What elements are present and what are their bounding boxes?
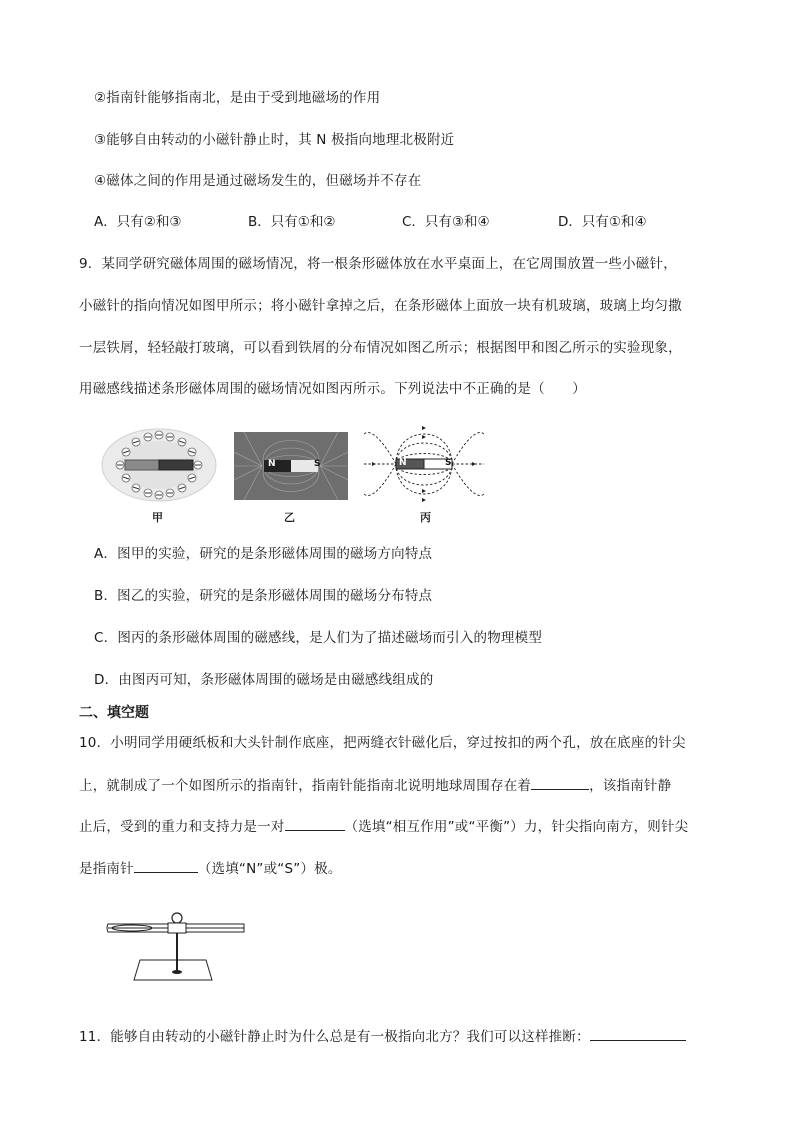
figure-yi-label: 乙: [284, 511, 295, 524]
q10-line-2: [79, 775, 671, 796]
q8-option-c: C．只有③和④: [402, 214, 490, 230]
section-title-fill-blank: 二、填空题: [79, 705, 149, 721]
q10-line-3-text-a: 止后，受到的重力和支持力是一对: [79, 819, 285, 835]
q10-line-3-text-b: （选填“相互作用”或“平衡”）力，针尖指向南方，则针尖: [344, 819, 689, 835]
q9-option-d: D．由图丙可知，条形磁体周围的磁场是由磁感线组成的: [94, 672, 434, 688]
q10-line-4-text-a: 是指南针: [79, 861, 134, 877]
q10-blank-2[interactable]: [285, 816, 345, 831]
q10-line-4: [79, 858, 342, 879]
q9-line-2: 小磁针的指向情况如图甲所示；将小磁针拿掉之后，在条形磁体上面放一块有机玻璃，玻璃上均匀撒: [79, 298, 682, 314]
q8-statement-3: ③能够自由转动的小磁针静止时，其 N 极指向地理北极附近: [94, 132, 455, 148]
q10-line-3: [79, 816, 688, 837]
q10-blank-3[interactable]: [134, 858, 198, 873]
q8-option-d: D．只有①和④: [558, 214, 647, 230]
q9-option-b: B．图乙的实验，研究的是条形磁体周围的磁场分布特点: [94, 588, 433, 604]
q9-line-3: 一层铁屑，轻轻敲打玻璃，可以看到铁屑的分布情况如图乙所示；根据图甲和图乙所示的实验现象，: [79, 340, 682, 356]
q8-statement-4: ④磁体之间的作用是通过磁场发生的，但磁场并不存在: [94, 173, 422, 189]
q8-statement-2: ②指南针能够指南北，是由于受到地磁场的作用: [94, 90, 381, 106]
q10-line-4-text-b: （选填“N”或“S”）极。: [197, 861, 342, 877]
figure-compass: [104, 910, 248, 982]
figure-yi-n-label: N: [268, 459, 276, 469]
figure-yi-s-label: S: [314, 459, 321, 469]
q10-line-2-text-b: ，该指南针静: [589, 778, 672, 794]
q9-line-4: 用磁感线描述条形磁体周围的磁场情况如图丙所示。下列说法中不正确的是（ ）: [79, 381, 586, 397]
q9-option-c: C．图丙的条形磁体周围的磁感线，是人们为了描述磁场而引入的物理模型: [94, 630, 543, 646]
figure-bing-s-label: S: [445, 458, 452, 468]
q8-option-b: B．只有①和②: [248, 214, 336, 230]
figure-bing-n-label: N: [399, 458, 407, 468]
q11-line-1: [79, 1026, 686, 1047]
figure-yi: [234, 432, 348, 500]
q9-line-1: 9．某同学研究磁体周围的磁场情况，将一根条形磁体放在水平桌面上，在它周围放置一些小磁针，: [79, 256, 677, 272]
q9-option-a: A．图甲的实验，研究的是条形磁体周围的磁场方向特点: [94, 546, 433, 562]
q10-line-2-text-a: 上，就制成了一个如图所示的指南针，指南针能指南北说明地球周围存在着: [79, 778, 532, 794]
q10-line-1: 10．小明同学用硬纸板和大头针制作底座，把两缝衣针磁化后，穿过按扣的两个孔，放在底座的针尖: [79, 735, 686, 751]
figure-jia: [100, 425, 218, 505]
figure-bing-label: 丙: [420, 511, 431, 524]
q10-blank-1[interactable]: [531, 775, 589, 790]
q8-option-a: A．只有②和③: [94, 214, 182, 230]
figure-jia-label: 甲: [152, 511, 163, 524]
figure-bing: [364, 420, 484, 508]
q11-blank-1[interactable]: [590, 1026, 686, 1041]
q11-line-1-text: 11．能够自由转动的小磁针静止时为什么总是有一极指向北方？我们可以这样推断：: [79, 1029, 590, 1045]
